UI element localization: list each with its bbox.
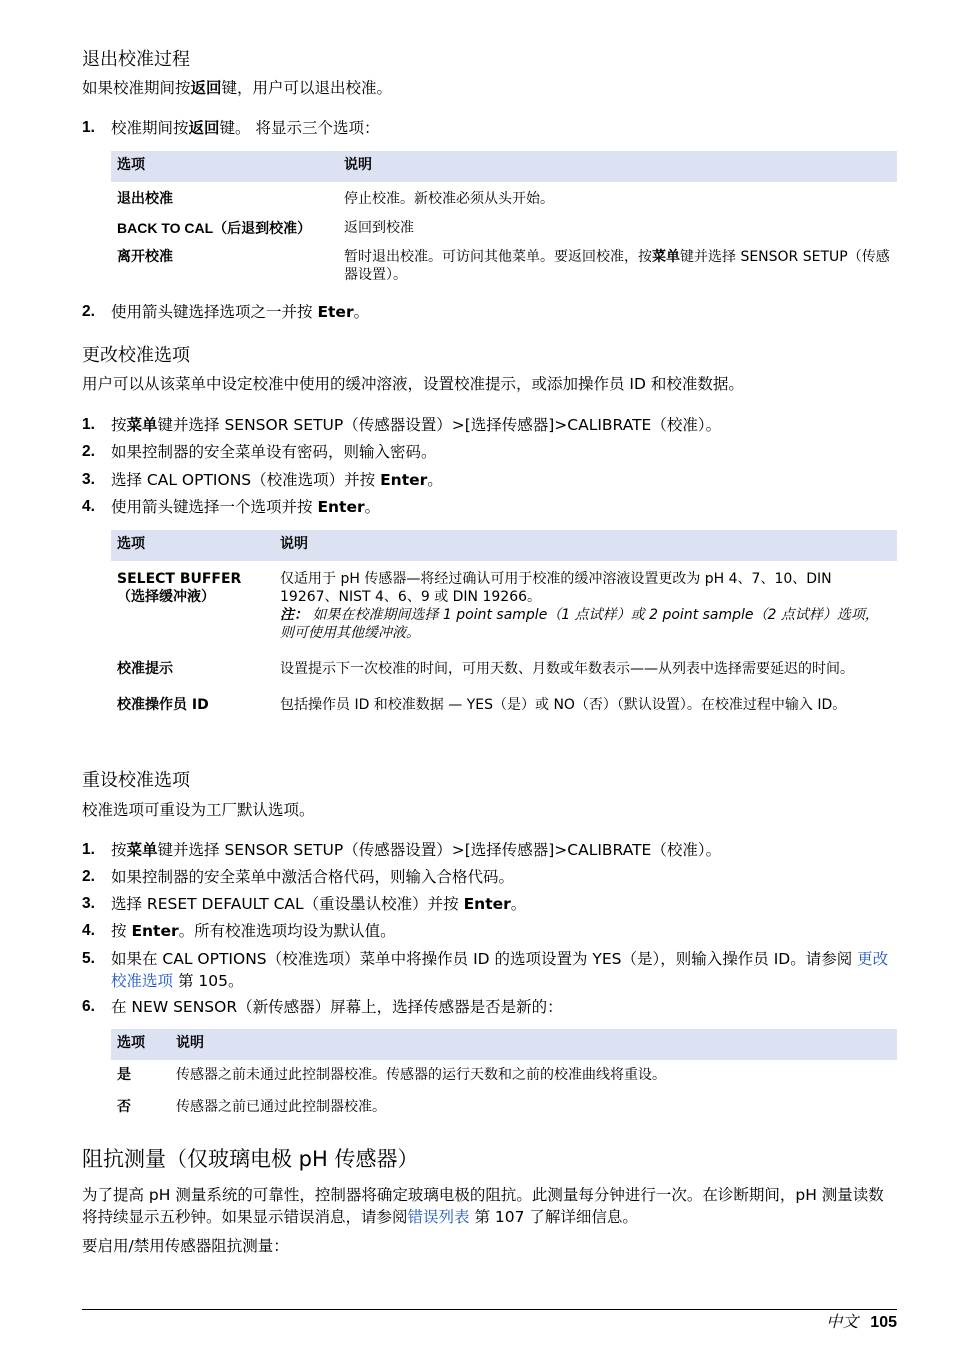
key-label: Enter — [463, 895, 511, 913]
description-cell: 返回到校准 — [344, 220, 414, 236]
page-number: 105 — [870, 1314, 897, 1331]
option-cell: SELECT BUFFER（选择缓冲液） — [117, 571, 242, 605]
list-item — [82, 469, 897, 491]
column-header: 说明 — [274, 530, 897, 561]
step-text: 键。 将显示三个选项： — [219, 119, 380, 137]
step-text: 按 — [111, 841, 127, 859]
list-item — [82, 948, 897, 992]
description-cell — [274, 561, 897, 656]
step-number: 2. — [82, 303, 95, 320]
paragraph-text: 为了提高 pH 测量系统的可靠性，控制器将确定玻璃电极的阻抗。此测量每分钟进行一次。在诊断期间，pH 测量读数将持续显示五秒钟。如果显示错误消息，请参阅 — [82, 1186, 884, 1226]
step-text: 。 — [510, 895, 527, 913]
table-row — [111, 244, 897, 291]
list-item — [82, 920, 897, 942]
option-cell: 退出校准 — [117, 191, 173, 207]
list-item — [82, 441, 897, 463]
list-item — [82, 301, 897, 323]
footer-divider — [82, 1309, 897, 1310]
option-cell: 校准提示 — [117, 661, 173, 677]
column-header: 说明 — [170, 1029, 897, 1060]
step-number: 4. — [82, 498, 95, 515]
step-text: 第 105。 — [173, 972, 244, 990]
table-row — [111, 561, 897, 656]
option-cell: BACK TO CAL（后退到校准） — [117, 220, 312, 236]
key-label: 菜单 — [126, 416, 158, 434]
back-key-label: 返回 — [190, 79, 222, 97]
list-item — [82, 117, 897, 139]
column-header: 选项 — [111, 1029, 170, 1060]
step-number: 4. — [82, 922, 95, 939]
step-number: 3. — [82, 895, 95, 912]
description-cell: 停止校准。新校准必须从头开始。 — [344, 191, 554, 207]
step-text: 键并选择 SENSOR SETUP（传感器设置）>[选择传感器]>CALIBRATE（校准）。 — [157, 841, 722, 859]
section-title-reset-options: 重设校准选项 — [82, 770, 190, 791]
options-table — [111, 151, 897, 291]
step-text: 使用箭头键选择一个选项并按 — [111, 498, 318, 516]
section-title-impedance: 阻抗测量（仅玻璃电极 pH 传感器） — [82, 1147, 419, 1171]
step-number: 1. — [82, 119, 95, 136]
intro-text: 如果校准期间按 — [82, 79, 191, 97]
section-intro: 校准选项可重设为工厂默认选项。 — [82, 801, 315, 819]
description-text: 仅适用于 pH 传感器—将经过确认可用于校准的缓冲溶液设置更改为 pH 4、7、10、DIN 19267、NIST 4、6、9 或 DIN 19266。 — [280, 571, 832, 605]
table-row — [111, 215, 897, 244]
step-text: 。 — [353, 303, 370, 321]
description-cell — [338, 244, 897, 291]
link-change-calibration-options[interactable]: 更改校准选项 — [111, 950, 889, 990]
list-item — [82, 866, 897, 888]
link-error-list[interactable]: 错误列表 — [407, 1208, 470, 1226]
step-number: 6. — [82, 998, 95, 1015]
step-number: 1. — [82, 416, 95, 433]
paragraph-text: 第 107 了解详细信息。 — [469, 1208, 638, 1226]
section-title-change-options: 更改校准选项 — [82, 345, 190, 366]
step-text: 。 — [427, 471, 443, 489]
step-text: 。所有校准选项均设为默认值。 — [178, 922, 396, 940]
step-number: 2. — [82, 868, 95, 885]
column-header: 选项 — [111, 530, 274, 561]
step-text: 如果控制器的安全菜单中激活合格代码，则输入合格代码。 — [111, 868, 515, 886]
table-header-row — [111, 151, 897, 182]
option-cell: 是 — [117, 1067, 131, 1083]
footer-language: 中文 — [826, 1312, 859, 1331]
step-number: 3. — [82, 471, 95, 488]
section-intro: 用户可以从该菜单中设定校准中使用的缓冲溶液，设置校准提示，或添加操作员 ID 和校准数据。 — [82, 375, 744, 393]
key-label: Enter — [131, 922, 179, 940]
description-cell: 传感器之前未通过此控制器校准。传感器的运行天数和之前的校准曲线将重设。 — [176, 1067, 666, 1083]
step-text: 按 — [111, 416, 127, 434]
table-row — [111, 1094, 897, 1123]
note-text: 如果在校准期间选择 1 point sample（1 点试样）或 2 point sample（2 点试样）选项，则可使用其他缓冲液。 — [280, 607, 879, 641]
step-text: 选择 CAL OPTIONS（校准选项）并按 — [111, 471, 381, 489]
step-text: 键并选择 SENSOR SETUP（传感器设置）>[选择传感器]>CALIBRATE（校准）。 — [157, 416, 722, 434]
options-table — [111, 530, 897, 721]
description-cell: 设置提示下一次校准的时间，可用天数、月数或年数表示——从列表中选择需要延迟的时间。 — [280, 661, 854, 677]
step-text: 使用箭头键选择选项之一并按 — [111, 303, 318, 321]
table-row — [111, 656, 897, 692]
table-row — [111, 182, 897, 215]
section-paragraph — [82, 1184, 897, 1228]
menu-key-label: 菜单 — [652, 249, 680, 265]
list-item — [82, 839, 897, 861]
page-footer — [826, 1312, 897, 1333]
step-text: 如果控制器的安全菜单设有密码，则输入密码。 — [111, 443, 437, 461]
section-title-exit-calibration: 退出校准过程 — [82, 49, 190, 70]
step-number: 2. — [82, 443, 95, 460]
step-text: 在 NEW SENSOR（新传感器）屏幕上，选择传感器是否是新的： — [111, 998, 563, 1016]
step-text: 选择 RESET DEFAULT CAL（重设墨认校准）并按 — [111, 895, 464, 913]
step-number: 5. — [82, 950, 95, 967]
description-cell: 包括操作员 ID 和校准数据 — YES（是）或 NO（否）（默认设置）。在校准过程中输入 ID。 — [280, 697, 847, 713]
table-header-row — [111, 530, 897, 561]
section-intro — [82, 77, 897, 99]
table-row — [111, 692, 897, 721]
table-header-row — [111, 1029, 897, 1060]
table-row — [111, 1060, 897, 1094]
key-label: 菜单 — [126, 841, 158, 859]
section-paragraph: 要启用/禁用传感器阻抗测量： — [82, 1237, 289, 1255]
list-item — [82, 996, 897, 1018]
description-text: 键并选择 SENSOR SETUP（传感器设置）。 — [344, 249, 890, 283]
list-item — [82, 496, 897, 518]
column-header: 选项 — [111, 151, 338, 182]
note-label: 注： — [280, 607, 308, 623]
step-text: 。 — [364, 498, 381, 516]
intro-text: 键，用户可以退出校准。 — [221, 79, 393, 97]
option-cell: 校准操作员 ID — [117, 697, 209, 713]
step-text: 按 — [111, 922, 132, 940]
option-cell: 否 — [117, 1099, 131, 1115]
column-header: 说明 — [338, 151, 897, 182]
key-label: Eter — [317, 303, 354, 321]
step-text: 如果在 CAL OPTIONS（校准选项）菜单中将操作员 ID 的选项设置为 YES（是），则输入操作员 ID。请参阅 — [111, 950, 858, 968]
option-cell: 离开校准 — [117, 249, 173, 265]
step-text: 校准期间按 — [111, 119, 189, 137]
key-label: Enter — [317, 498, 365, 516]
list-item — [82, 414, 897, 436]
description-text: 暂时退出校准。可访问其他菜单。要返回校准，按 — [344, 249, 652, 265]
key-label: Enter — [380, 471, 428, 489]
description-cell: 传感器之前已通过此控制器校准。 — [176, 1099, 386, 1115]
options-table — [111, 1029, 897, 1123]
step-number: 1. — [82, 841, 95, 858]
list-item — [82, 893, 897, 915]
key-label: 返回 — [188, 119, 220, 137]
note — [280, 606, 891, 642]
